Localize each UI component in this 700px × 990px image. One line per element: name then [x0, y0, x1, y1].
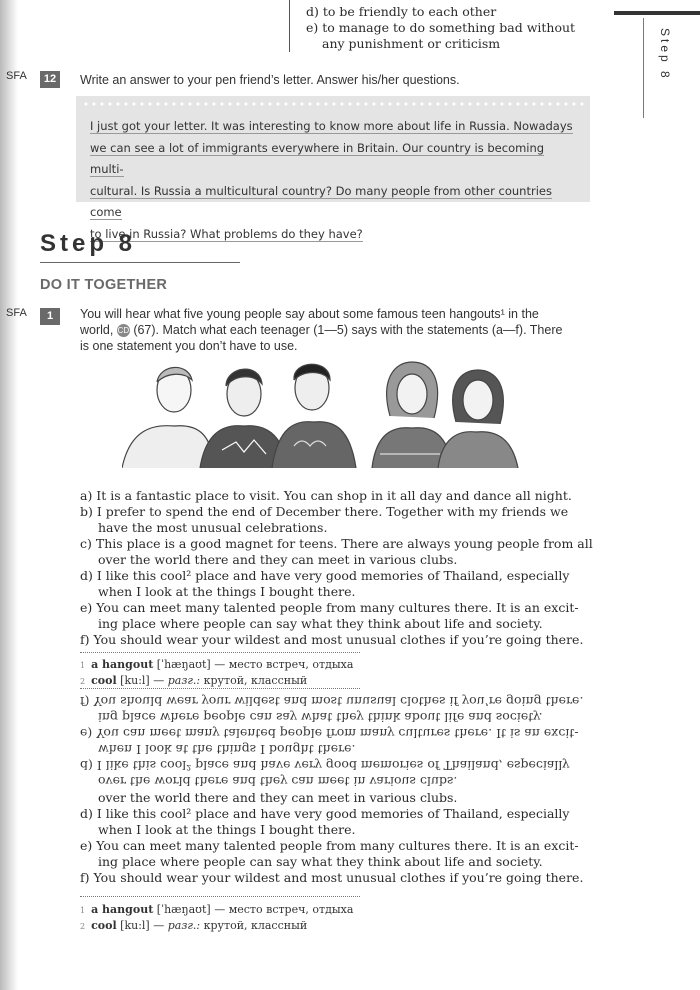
statement-b: b) I prefer to spend the end of December there. Together with my friends we	[80, 504, 569, 519]
footnote-rule	[80, 652, 360, 653]
side-tab-label: Step 8	[658, 28, 672, 81]
footnotes-repeat	[80, 902, 353, 934]
statement-c-continued: over the world there and they can meet in various clubs.	[98, 552, 458, 567]
footnote-rule	[80, 688, 360, 689]
top-options	[306, 4, 575, 52]
statement-d: d) I like this cool² place and have very good memories of Thailand, especially	[80, 568, 570, 583]
tab-divider	[643, 18, 644, 118]
statement-f: f) You should wear your wildest and most unusual clothes if you’re going there.	[80, 870, 584, 885]
footnote-2: 2 cool [ku:l] — разг.: крутой, классный	[80, 919, 308, 932]
bleed-line: when I look at the things I bought there.	[98, 742, 356, 757]
letter-text	[90, 116, 580, 245]
instruction-line: is one statement you don’t have to use.	[80, 339, 298, 353]
statement-e-continued: ing place where people can say what they think about life and society.	[98, 854, 543, 869]
footnote-1: 1 a hangout [ˈhæŋaʊt] — место встреч, отдыха	[80, 903, 354, 916]
sfa-label: SFA	[6, 307, 27, 319]
statement-c: c) This place is a good magnet for teens. There are always young people from all	[80, 536, 593, 551]
bleed-line: ing place where people can say what they think about life and society.	[98, 710, 543, 725]
statement-f: f) You should wear your wildest and most unusual clothes if you’re going there.	[80, 632, 584, 647]
letter-line: to live in Russia? What problems do they have?	[90, 226, 363, 241]
statement-b-continued: have the most unusual celebrations.	[98, 520, 328, 535]
statement-e-continued: ing place where people can say what they think about life and society.	[98, 616, 543, 631]
statement-d-continued: when I look at the things I bought there.	[98, 822, 356, 837]
statement-e: e) You can meet many talented people from many cultures there. It is an excit-	[80, 600, 579, 615]
bleed-line: d) I like this cool² place and have very good memories of Thailand, especially	[80, 758, 570, 773]
instruction-line: world, CD (67). Match what each teenager (1—5) says with the statements (a—f). There	[80, 323, 563, 337]
bleed-line: over the world there and they can meet in various clubs.	[98, 774, 458, 789]
statement-d: d) I like this cool² place and have very good memories of Thailand, especially	[80, 806, 570, 821]
instruction-line: You will hear what five young people say about some famous teen hangouts¹ in the	[80, 307, 539, 321]
audio-cd-icon[interactable]: CD	[117, 326, 130, 336]
pen-friend-letter	[76, 96, 590, 241]
exercise-number-badge: 1	[40, 308, 60, 325]
bleed-line: e) You can meet many talented people from many cultures there. It is an excit-	[80, 726, 579, 741]
option-e-continued: any punishment or criticism	[322, 36, 501, 51]
sfa-label: SFA	[6, 70, 27, 82]
letter-dotted-border	[82, 101, 584, 107]
step-title: Step 8	[40, 230, 137, 257]
column-divider	[289, 0, 290, 52]
book-spine-shadow	[0, 0, 18, 990]
statement-e: e) You can meet many talented people from many cultures there. It is an excit-	[80, 838, 579, 853]
tab-rule	[614, 11, 700, 15]
footnote-rule	[80, 896, 360, 897]
statements-list	[80, 488, 592, 648]
statements-list-repeat	[80, 790, 592, 886]
exercise-number-badge: 12	[40, 71, 60, 88]
footnote-1: 1 a hangout [ˈhæŋaʊt] — место встреч, отдыха	[80, 658, 354, 671]
footnote-2: 2 cool [ku:l] — разг.: крутой, классный	[80, 674, 308, 687]
statement-a: a) It is a fantastic place to visit. You can shop in it all day and dance all night.	[80, 488, 572, 503]
exercise-instruction: Write an answer to your pen friend’s letter. Answer his/her questions.	[80, 73, 460, 87]
letter-line: cultural. Is Russia a multicultural country? Do many people from other countries come	[90, 183, 552, 219]
letter-line: we can see a lot of immigrants everywhere in Britain. Our country is becoming multi-	[90, 140, 545, 176]
step-title-rule	[40, 262, 240, 263]
letter-line: I just got your letter. It was interesting to know more about life in Russia. Nowadays	[90, 119, 573, 133]
section-heading: DO IT TOGETHER	[40, 277, 168, 293]
option-e: e) to manage to do something bad without	[306, 20, 576, 35]
footnotes	[80, 657, 353, 689]
exercise-instruction	[80, 306, 594, 354]
statement-d-continued: when I look at the things I bought there.	[98, 584, 356, 599]
bleed-line: f) You should wear your wildest and most unusual clothes if you’re going there.	[80, 694, 584, 709]
statement-c-continued: over the world there and they can meet in various clubs.	[98, 790, 458, 805]
option-d: d) to be friendly to each other	[306, 4, 497, 19]
mirrored-bleed-through	[80, 691, 600, 789]
teenagers-illustration	[122, 360, 522, 468]
